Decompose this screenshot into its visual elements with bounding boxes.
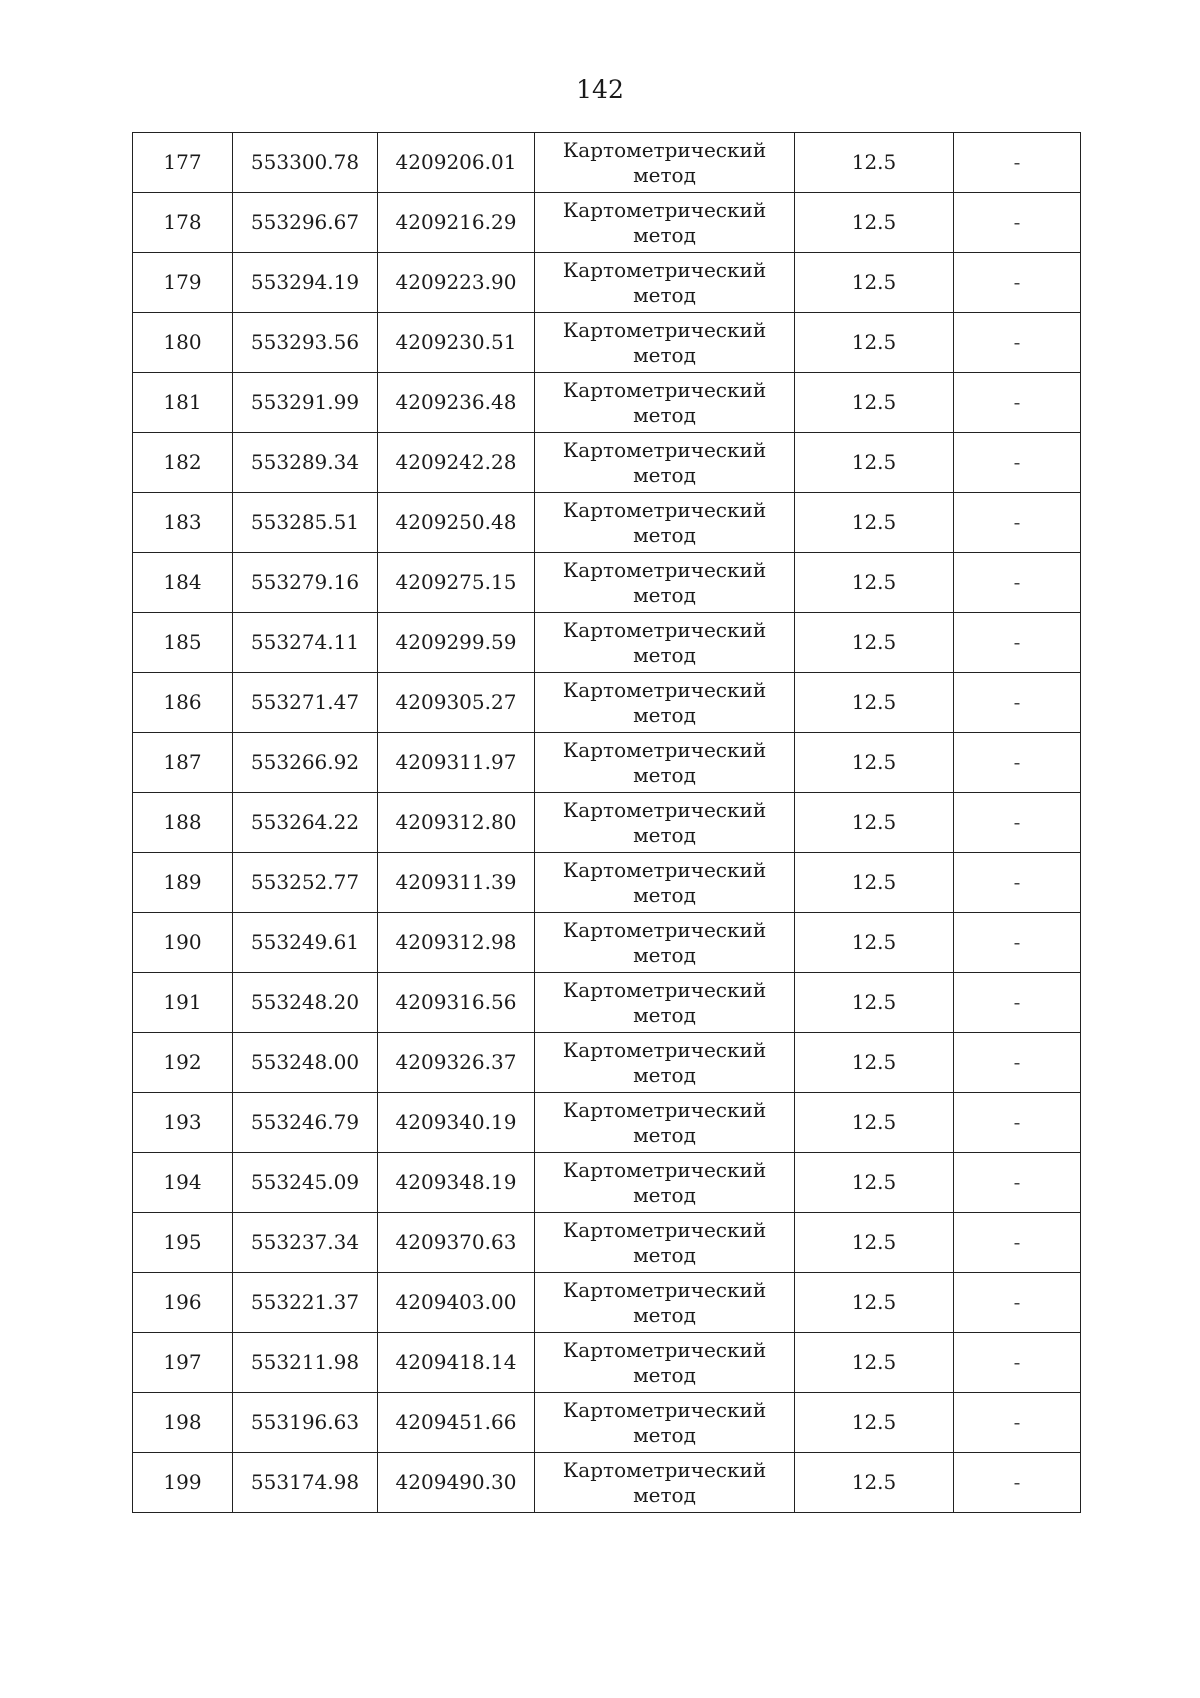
- method-line-2: метод: [633, 942, 696, 967]
- method-line-1: Картометрический: [562, 377, 767, 402]
- point-number-cell: 197: [133, 1333, 233, 1393]
- point-number-cell: 180: [133, 313, 233, 373]
- x-coordinate-cell: 553279.16: [233, 553, 378, 613]
- table-row: [133, 493, 1081, 553]
- method-cell: [535, 913, 795, 973]
- method-line-2: метод: [633, 1242, 696, 1267]
- method-line-1: Картометрический: [562, 317, 767, 342]
- method-cell: [535, 673, 795, 733]
- point-number-cell: 187: [133, 733, 233, 793]
- note-cell: -: [954, 673, 1081, 733]
- method-line-2: метод: [633, 522, 696, 547]
- table-row: [133, 193, 1081, 253]
- method-line-2: метод: [633, 882, 696, 907]
- method-cell: [535, 1273, 795, 1333]
- y-coordinate-cell: 4209418.14: [378, 1333, 535, 1393]
- method-line-1: Картометрический: [562, 1097, 767, 1122]
- y-coordinate-cell: 4209348.19: [378, 1153, 535, 1213]
- x-coordinate-cell: 553211.98: [233, 1333, 378, 1393]
- point-number-cell: 186: [133, 673, 233, 733]
- accuracy-cell: 12.5: [795, 133, 954, 193]
- method-line-1: Картометрический: [562, 677, 767, 702]
- table-row: [133, 1333, 1081, 1393]
- note-cell: -: [954, 1213, 1081, 1273]
- table-row: [133, 1093, 1081, 1153]
- method-cell: [535, 1153, 795, 1213]
- point-number-cell: 181: [133, 373, 233, 433]
- method-line-1: Картометрический: [562, 617, 767, 642]
- x-coordinate-cell: 553285.51: [233, 493, 378, 553]
- accuracy-cell: 12.5: [795, 673, 954, 733]
- method-line-2: метод: [633, 642, 696, 667]
- method-cell: [535, 373, 795, 433]
- y-coordinate-cell: 4209312.80: [378, 793, 535, 853]
- note-cell: -: [954, 1453, 1081, 1513]
- accuracy-cell: 12.5: [795, 793, 954, 853]
- y-coordinate-cell: 4209316.56: [378, 973, 535, 1033]
- table-row: [133, 373, 1081, 433]
- method-line-1: Картометрический: [562, 1337, 767, 1362]
- method-line-2: метод: [633, 1422, 696, 1447]
- method-line-1: Картометрический: [562, 1037, 767, 1062]
- method-line-2: метод: [633, 282, 696, 307]
- point-number-cell: 182: [133, 433, 233, 493]
- point-number-cell: 191: [133, 973, 233, 1033]
- method-cell: [535, 1033, 795, 1093]
- x-coordinate-cell: 553237.34: [233, 1213, 378, 1273]
- y-coordinate-cell: 4209490.30: [378, 1453, 535, 1513]
- point-number-cell: 184: [133, 553, 233, 613]
- note-cell: -: [954, 1333, 1081, 1393]
- note-cell: -: [954, 973, 1081, 1033]
- note-cell: -: [954, 1033, 1081, 1093]
- table-row: [133, 733, 1081, 793]
- table-row: [133, 253, 1081, 313]
- x-coordinate-cell: 553252.77: [233, 853, 378, 913]
- x-coordinate-cell: 553300.78: [233, 133, 378, 193]
- method-line-1: Картометрический: [562, 257, 767, 282]
- point-number-cell: 179: [133, 253, 233, 313]
- accuracy-cell: 12.5: [795, 253, 954, 313]
- accuracy-cell: 12.5: [795, 733, 954, 793]
- note-cell: -: [954, 553, 1081, 613]
- point-number-cell: 183: [133, 493, 233, 553]
- method-line-2: метод: [633, 1482, 696, 1507]
- method-cell: [535, 1213, 795, 1273]
- y-coordinate-cell: 4209242.28: [378, 433, 535, 493]
- method-cell: [535, 433, 795, 493]
- note-cell: -: [954, 1393, 1081, 1453]
- table-row: [133, 613, 1081, 673]
- method-cell: [535, 133, 795, 193]
- method-line-2: метод: [633, 582, 696, 607]
- method-line-2: метод: [633, 402, 696, 427]
- method-line-1: Картометрический: [562, 137, 767, 162]
- method-line-2: метод: [633, 342, 696, 367]
- method-cell: [535, 1333, 795, 1393]
- accuracy-cell: 12.5: [795, 613, 954, 673]
- method-line-1: Картометрический: [562, 557, 767, 582]
- method-line-2: метод: [633, 822, 696, 847]
- x-coordinate-cell: 553271.47: [233, 673, 378, 733]
- point-number-cell: 190: [133, 913, 233, 973]
- accuracy-cell: 12.5: [795, 1333, 954, 1393]
- table-row: [133, 433, 1081, 493]
- table-row: [133, 133, 1081, 193]
- method-line-2: метод: [633, 1182, 696, 1207]
- method-line-1: Картометрический: [562, 197, 767, 222]
- method-line-1: Картометрический: [562, 1457, 767, 1482]
- x-coordinate-cell: 553248.00: [233, 1033, 378, 1093]
- method-cell: [535, 493, 795, 553]
- x-coordinate-cell: 553291.99: [233, 373, 378, 433]
- method-cell: [535, 1093, 795, 1153]
- accuracy-cell: 12.5: [795, 853, 954, 913]
- x-coordinate-cell: 553248.20: [233, 973, 378, 1033]
- accuracy-cell: 12.5: [795, 1093, 954, 1153]
- x-coordinate-cell: 553249.61: [233, 913, 378, 973]
- y-coordinate-cell: 4209340.19: [378, 1093, 535, 1153]
- x-coordinate-cell: 553274.11: [233, 613, 378, 673]
- point-number-cell: 189: [133, 853, 233, 913]
- point-number-cell: 193: [133, 1093, 233, 1153]
- accuracy-cell: 12.5: [795, 1453, 954, 1513]
- x-coordinate-cell: 553294.19: [233, 253, 378, 313]
- table-row: [133, 1153, 1081, 1213]
- point-number-cell: 177: [133, 133, 233, 193]
- accuracy-cell: 12.5: [795, 973, 954, 1033]
- accuracy-cell: 12.5: [795, 493, 954, 553]
- table-row: [133, 313, 1081, 373]
- table-row: [133, 1453, 1081, 1513]
- method-cell: [535, 613, 795, 673]
- y-coordinate-cell: 4209230.51: [378, 313, 535, 373]
- y-coordinate-cell: 4209275.15: [378, 553, 535, 613]
- note-cell: -: [954, 733, 1081, 793]
- x-coordinate-cell: 553246.79: [233, 1093, 378, 1153]
- method-line-1: Картометрический: [562, 437, 767, 462]
- x-coordinate-cell: 553266.92: [233, 733, 378, 793]
- x-coordinate-cell: 553245.09: [233, 1153, 378, 1213]
- y-coordinate-cell: 4209250.48: [378, 493, 535, 553]
- table-row: [133, 1213, 1081, 1273]
- table-row: [133, 1273, 1081, 1333]
- note-cell: -: [954, 193, 1081, 253]
- accuracy-cell: 12.5: [795, 313, 954, 373]
- method-line-1: Картометрический: [562, 1217, 767, 1242]
- note-cell: -: [954, 493, 1081, 553]
- accuracy-cell: 12.5: [795, 193, 954, 253]
- note-cell: -: [954, 613, 1081, 673]
- method-line-2: метод: [633, 462, 696, 487]
- note-cell: -: [954, 1093, 1081, 1153]
- table-row: [133, 673, 1081, 733]
- y-coordinate-cell: 4209206.01: [378, 133, 535, 193]
- method-line-2: метод: [633, 702, 696, 727]
- y-coordinate-cell: 4209216.29: [378, 193, 535, 253]
- point-number-cell: 195: [133, 1213, 233, 1273]
- method-cell: [535, 793, 795, 853]
- method-cell: [535, 553, 795, 613]
- x-coordinate-cell: 553174.98: [233, 1453, 378, 1513]
- point-number-cell: 178: [133, 193, 233, 253]
- table-row: [133, 1033, 1081, 1093]
- page-number: 142: [576, 75, 624, 104]
- method-line-2: метод: [633, 1122, 696, 1147]
- x-coordinate-cell: 553196.63: [233, 1393, 378, 1453]
- y-coordinate-cell: 4209305.27: [378, 673, 535, 733]
- method-line-1: Картометрический: [562, 977, 767, 1002]
- method-cell: [535, 1453, 795, 1513]
- point-number-cell: 199: [133, 1453, 233, 1513]
- method-cell: [535, 193, 795, 253]
- table-row: [133, 1393, 1081, 1453]
- accuracy-cell: 12.5: [795, 1393, 954, 1453]
- table-row: [133, 793, 1081, 853]
- accuracy-cell: 12.5: [795, 373, 954, 433]
- table-row: [133, 973, 1081, 1033]
- method-line-1: Картометрический: [562, 1157, 767, 1182]
- point-number-cell: 188: [133, 793, 233, 853]
- y-coordinate-cell: 4209312.98: [378, 913, 535, 973]
- method-line-1: Картометрический: [562, 737, 767, 762]
- y-coordinate-cell: 4209311.97: [378, 733, 535, 793]
- note-cell: -: [954, 253, 1081, 313]
- x-coordinate-cell: 553296.67: [233, 193, 378, 253]
- y-coordinate-cell: 4209451.66: [378, 1393, 535, 1453]
- method-line-1: Картометрический: [562, 497, 767, 522]
- method-line-2: метод: [633, 162, 696, 187]
- note-cell: -: [954, 433, 1081, 493]
- note-cell: -: [954, 1273, 1081, 1333]
- note-cell: -: [954, 913, 1081, 973]
- accuracy-cell: 12.5: [795, 1033, 954, 1093]
- note-cell: -: [954, 793, 1081, 853]
- point-number-cell: 196: [133, 1273, 233, 1333]
- accuracy-cell: 12.5: [795, 1273, 954, 1333]
- method-line-2: метод: [633, 1302, 696, 1327]
- y-coordinate-cell: 4209299.59: [378, 613, 535, 673]
- y-coordinate-cell: 4209311.39: [378, 853, 535, 913]
- point-number-cell: 192: [133, 1033, 233, 1093]
- x-coordinate-cell: 553293.56: [233, 313, 378, 373]
- method-line-1: Картометрический: [562, 797, 767, 822]
- coordinates-table: [132, 132, 1081, 1513]
- note-cell: -: [954, 133, 1081, 193]
- point-number-cell: 185: [133, 613, 233, 673]
- y-coordinate-cell: 4209326.37: [378, 1033, 535, 1093]
- note-cell: -: [954, 373, 1081, 433]
- accuracy-cell: 12.5: [795, 913, 954, 973]
- method-cell: [535, 973, 795, 1033]
- point-number-cell: 194: [133, 1153, 233, 1213]
- table-row: [133, 853, 1081, 913]
- method-line-2: метод: [633, 1002, 696, 1027]
- method-cell: [535, 253, 795, 313]
- method-line-1: Картометрический: [562, 1277, 767, 1302]
- note-cell: -: [954, 1153, 1081, 1213]
- method-line-1: Картометрический: [562, 1397, 767, 1422]
- method-cell: [535, 313, 795, 373]
- coordinates-table-body: [133, 133, 1081, 1513]
- x-coordinate-cell: 553264.22: [233, 793, 378, 853]
- accuracy-cell: 12.5: [795, 553, 954, 613]
- accuracy-cell: 12.5: [795, 1213, 954, 1273]
- y-coordinate-cell: 4209403.00: [378, 1273, 535, 1333]
- note-cell: -: [954, 853, 1081, 913]
- point-number-cell: 198: [133, 1393, 233, 1453]
- method-cell: [535, 733, 795, 793]
- x-coordinate-cell: 553221.37: [233, 1273, 378, 1333]
- method-line-2: метод: [633, 222, 696, 247]
- note-cell: -: [954, 313, 1081, 373]
- y-coordinate-cell: 4209236.48: [378, 373, 535, 433]
- y-coordinate-cell: 4209223.90: [378, 253, 535, 313]
- table-row: [133, 553, 1081, 613]
- y-coordinate-cell: 4209370.63: [378, 1213, 535, 1273]
- method-line-2: метод: [633, 1062, 696, 1087]
- method-line-1: Картометрический: [562, 917, 767, 942]
- accuracy-cell: 12.5: [795, 433, 954, 493]
- method-line-2: метод: [633, 1362, 696, 1387]
- method-line-2: метод: [633, 762, 696, 787]
- x-coordinate-cell: 553289.34: [233, 433, 378, 493]
- accuracy-cell: 12.5: [795, 1153, 954, 1213]
- method-cell: [535, 1393, 795, 1453]
- table-row: [133, 913, 1081, 973]
- method-line-1: Картометрический: [562, 857, 767, 882]
- method-cell: [535, 853, 795, 913]
